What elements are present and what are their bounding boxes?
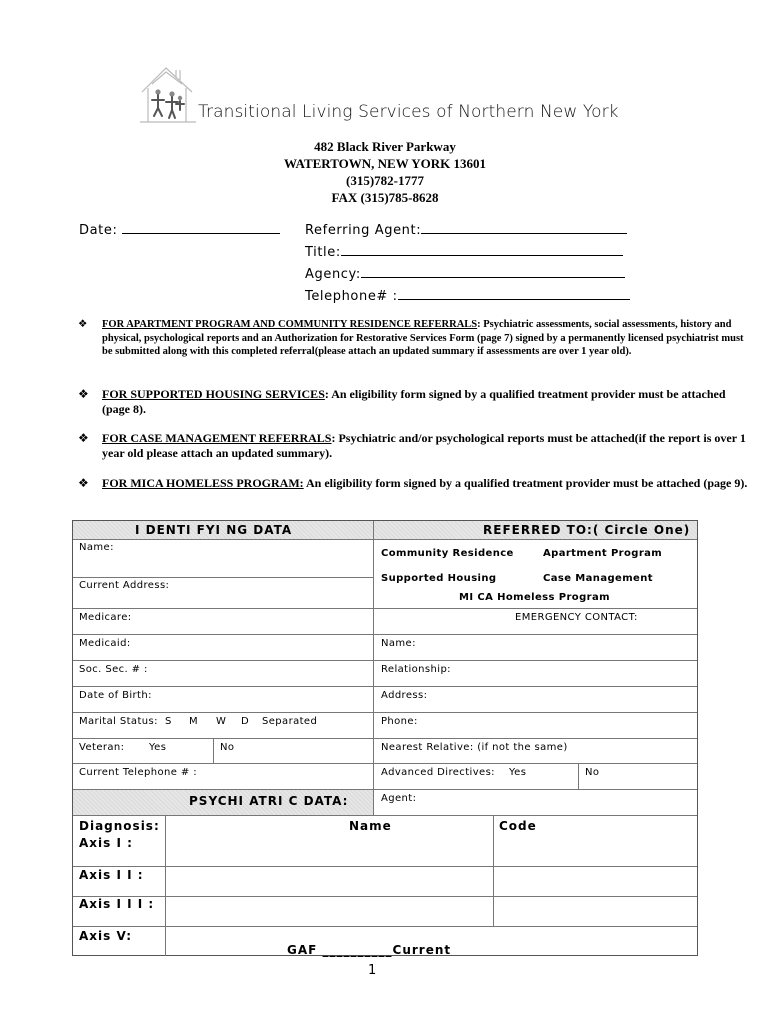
- agency-field[interactable]: [305, 265, 625, 282]
- medicaid-label[interactable]: Medicaid:: [79, 638, 131, 649]
- nearest-relative-label[interactable]: Nearest Relative: (if not the same): [381, 742, 568, 753]
- date-blank[interactable]: [122, 221, 280, 234]
- soc-sec-label[interactable]: Soc. Sec. # :: [79, 664, 148, 675]
- current-telephone-label[interactable]: Current Telephone # :: [79, 767, 198, 778]
- veteran-no[interactable]: No: [220, 742, 235, 753]
- marital-option-s[interactable]: S: [165, 716, 172, 727]
- telephone-label: Telephone# :: [305, 289, 398, 304]
- gaf-label: [287, 943, 451, 957]
- referring-agent-blank[interactable]: [421, 221, 627, 234]
- date-label: Date:: [79, 223, 118, 238]
- gaf-text: GAF: [287, 943, 318, 957]
- relationship-label[interactable]: Relationship:: [381, 664, 451, 675]
- emergency-address-label[interactable]: Address:: [381, 690, 428, 701]
- bullet-case-management: [78, 431, 748, 461]
- row-divider: [73, 789, 697, 790]
- axis-2-label: Axis I I :: [79, 868, 144, 882]
- emergency-contact-label: EMERGENCY CONTACT:: [515, 612, 638, 623]
- diamond-bullet-icon: ❖: [78, 431, 89, 445]
- house-family-logo: [136, 62, 206, 128]
- axis-1-label: Axis I :: [79, 836, 133, 850]
- address-city: WATERTOWN, NEW YORK 13601: [283, 156, 487, 171]
- marital-option-m[interactable]: M: [189, 716, 199, 727]
- code-col-divider: [493, 815, 494, 926]
- row-divider: [73, 712, 697, 713]
- axis-3-label: Axis I I I :: [79, 897, 155, 911]
- veteran-divider: [213, 738, 214, 763]
- advanced-directives-no[interactable]: No: [585, 767, 600, 778]
- row-divider: [73, 577, 373, 578]
- diamond-bullet-icon: ❖: [78, 318, 88, 330]
- directives-divider: [578, 763, 579, 789]
- row-divider: [73, 660, 697, 661]
- emergency-name-label[interactable]: Name:: [381, 638, 416, 649]
- bullet-heading: FOR MICA HOMELESS PROGRAM:: [102, 476, 304, 490]
- referring-agent-field[interactable]: [305, 221, 627, 238]
- veteran-label: Veteran:: [79, 742, 125, 753]
- bullet-body: : An eligibility form signed by a qualified treatment provider must be attached (page 8).: [102, 387, 726, 416]
- row-divider: [73, 608, 697, 609]
- agent-label[interactable]: Agent:: [381, 793, 417, 804]
- diagnosis-label: Diagnosis:: [79, 819, 160, 833]
- telephone-field[interactable]: [305, 287, 630, 304]
- row-divider: [73, 686, 697, 687]
- organization-name: Transitional Living Services of Northern New York: [198, 102, 619, 122]
- diagnosis-col-divider: [165, 815, 166, 956]
- referred-to-header: REFERRED TO:( Circle One): [483, 523, 691, 537]
- bullet-supported-housing: [78, 387, 748, 417]
- option-community-residence[interactable]: Community Residence: [381, 548, 514, 559]
- row-divider: [73, 896, 697, 897]
- title-blank[interactable]: [341, 243, 623, 256]
- address-fax: FAX (315)785-8628: [331, 190, 439, 205]
- address-block: [255, 138, 515, 206]
- row-divider: [73, 815, 697, 816]
- bullet-body: : Psychiatric and/or psychological reports must be attached(if the report is over 1 year old please attach an updated summary).: [102, 431, 746, 460]
- title-field[interactable]: [305, 243, 623, 260]
- bullet-heading: FOR SUPPORTED HOUSING SERVICES: [102, 387, 325, 401]
- address-street: 482 Black River Parkway: [314, 139, 456, 154]
- telephone-blank[interactable]: [398, 287, 630, 300]
- agency-label: Agency:: [305, 267, 361, 282]
- advanced-directives-yes[interactable]: Yes: [509, 767, 527, 778]
- current-address-label[interactable]: Current Address:: [79, 580, 170, 591]
- row-divider: [73, 763, 697, 764]
- dob-label[interactable]: Date of Birth:: [79, 690, 152, 701]
- referring-agent-label: Referring Agent:: [305, 223, 422, 238]
- identifying-data-header: I DENTI FYI NG DATA: [135, 523, 293, 537]
- column-divider: [373, 521, 374, 815]
- veteran-yes[interactable]: Yes: [149, 742, 167, 753]
- row-divider: [73, 926, 697, 927]
- emergency-phone-label[interactable]: Phone:: [381, 716, 418, 727]
- gaf-current: Current: [392, 943, 452, 957]
- name-column-header: Name: [349, 819, 392, 833]
- identifying-data-table: [72, 520, 698, 956]
- date-field[interactable]: [79, 221, 280, 238]
- code-column-header: Code: [499, 819, 537, 833]
- option-supported-housing[interactable]: Supported Housing: [381, 573, 497, 584]
- title-label: Title:: [305, 245, 341, 260]
- option-mica-homeless[interactable]: MI CA Homeless Program: [459, 592, 610, 603]
- diamond-bullet-icon: ❖: [78, 387, 89, 401]
- agency-blank[interactable]: [361, 265, 625, 278]
- address-phone: (315)782-1777: [346, 173, 424, 188]
- advanced-directives-label: Advanced Directives:: [381, 767, 495, 778]
- medicare-label[interactable]: Medicare:: [79, 612, 132, 623]
- name-label[interactable]: Name:: [79, 542, 114, 553]
- bullet-heading: FOR CASE MANAGEMENT REFERRALS: [102, 431, 332, 445]
- gaf-blank[interactable]: __________: [322, 943, 393, 957]
- marital-option-d[interactable]: D: [241, 716, 250, 727]
- bullet-heading: FOR APARTMENT PROGRAM AND COMMUNITY RESIDENCE REFERRALS: [102, 319, 478, 330]
- page-number: 1: [368, 963, 377, 978]
- bullet-apartment-program: [78, 318, 748, 359]
- bullet-body: An eligibility form signed by a qualified treatment provider must be attached (page 9).: [303, 476, 748, 490]
- psychiatric-data-header: PSYCHI ATRI C DATA:: [189, 794, 349, 808]
- marital-option-w[interactable]: W: [216, 716, 227, 727]
- marital-option-separated[interactable]: Separated: [262, 716, 318, 727]
- row-divider: [73, 738, 697, 739]
- bullet-mica-homeless: [78, 476, 748, 491]
- marital-status-label: Marital Status:: [79, 716, 158, 727]
- row-divider: [73, 539, 697, 540]
- option-apartment-program[interactable]: Apartment Program: [543, 548, 663, 559]
- axis-5-label: Axis V:: [79, 929, 133, 943]
- option-case-management[interactable]: Case Management: [543, 573, 653, 584]
- row-divider: [73, 634, 697, 635]
- row-divider: [73, 866, 697, 867]
- diamond-bullet-icon: ❖: [78, 476, 89, 490]
- bullet-body: : Psychiatric assessments, social assessments, history and physical, psychological reports and an Authorization for Restorative Services Form (page 7) signed by a permanently licensed psychiatrist must be submitted along with this completed referral(please attach an updated summary if assessments are over 1 year old).: [102, 319, 744, 357]
